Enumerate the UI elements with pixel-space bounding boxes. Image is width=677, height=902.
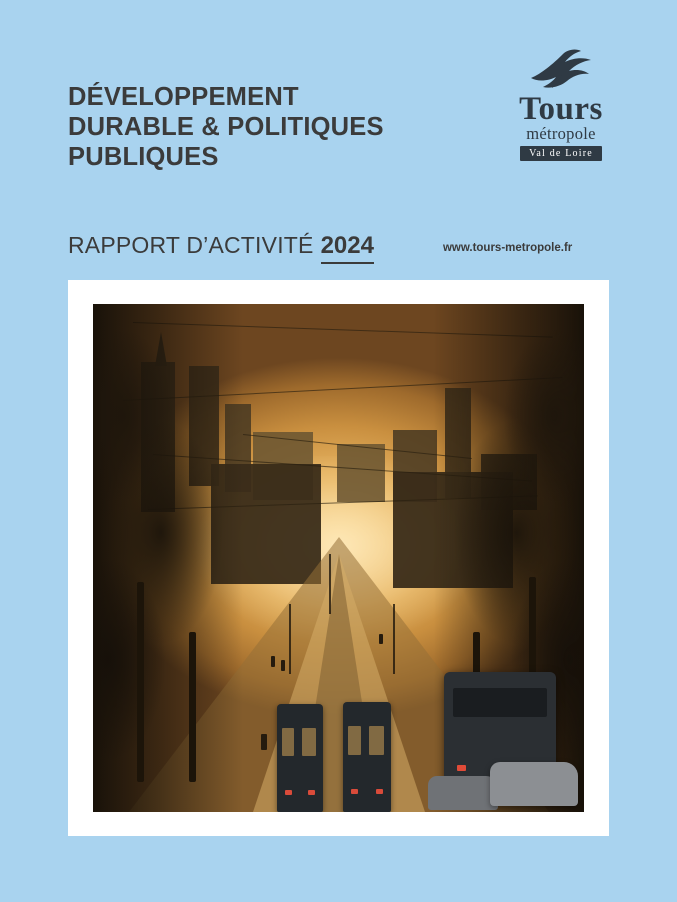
car-secondary [428,776,498,810]
title-line-3: PUBLIQUES [68,143,219,171]
street-pole [289,604,291,674]
tram-tail-light [376,789,383,794]
tram-tail-light [351,789,358,794]
tram-window [302,728,316,756]
tree-trunk [189,632,196,782]
tram-tail-light [285,790,292,795]
flame-icon [509,48,613,92]
page-title [68,82,488,172]
logo[interactable] [509,48,613,161]
tram-window [348,726,361,755]
street-pole [329,554,331,614]
title-line-1: DÉVELOPPEMENT [68,83,299,111]
tram-window [282,728,295,756]
report-subtitle-row [68,232,613,264]
website-url[interactable]: www.tours-metropole.fr [442,242,573,254]
tree-silhouettes-left [93,304,243,812]
cover-photograph [93,304,584,812]
pedestrian [271,656,275,667]
bus-window [453,688,547,717]
logo-band: Val de Loire [520,146,602,161]
tram-window [369,726,383,755]
pedestrian [261,734,267,750]
tree-trunk [137,582,144,782]
title-line-2: DURABLE & POLITIQUES [68,113,384,141]
car-primary [490,762,578,806]
logo-subtitle: métropole [526,124,596,143]
pedestrian [379,634,383,644]
tram-left [277,704,323,812]
tram-right [343,702,391,812]
pedestrian [281,660,285,671]
report-year: 2024 [321,232,374,264]
street-pole [393,604,395,674]
bus-tail-light [457,765,466,771]
building [337,444,385,502]
tram-tail-light [308,790,315,795]
logo-wordmark: Tours [519,91,603,127]
cover-photo-frame [68,280,609,836]
report-label: RAPPORT D’ACTIVITÉ [68,232,314,258]
